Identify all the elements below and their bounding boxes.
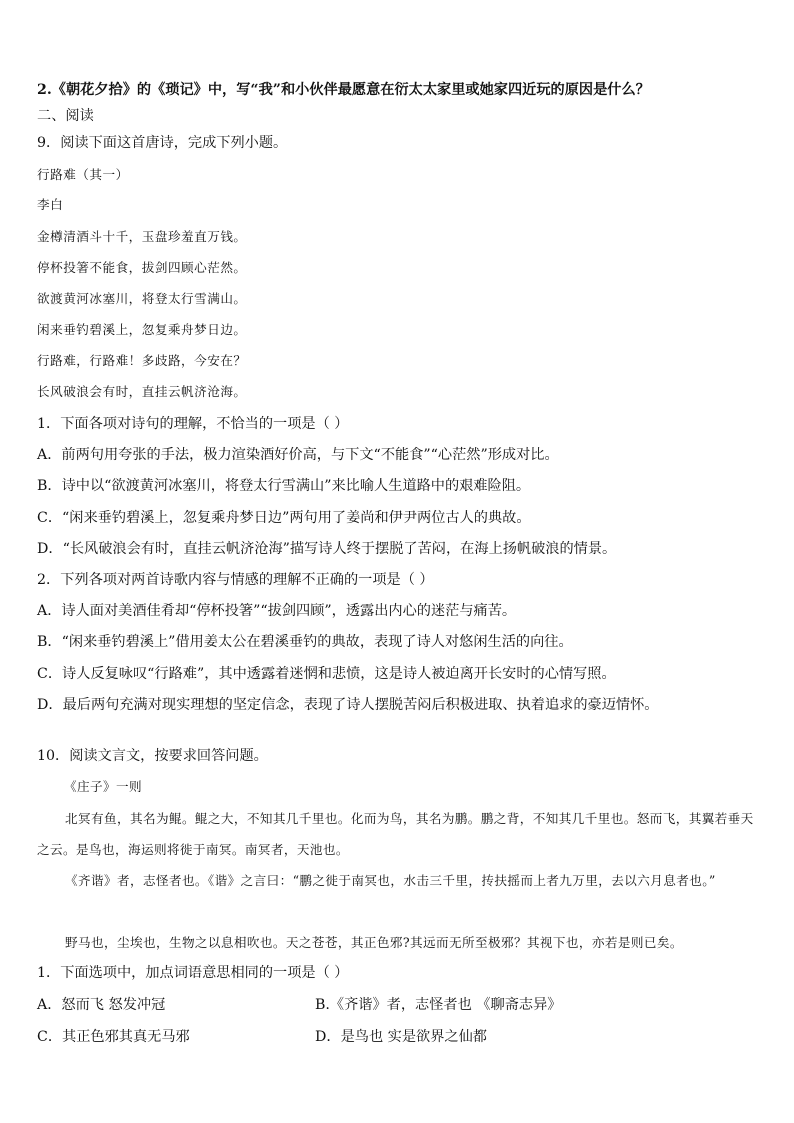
- poem-line: 金樽清酒斗十千，玉盘珍羞直万钱。: [37, 229, 247, 244]
- question-9-1-stem: 1．下面各项对诗句的理解，不恰当的一项是（ ）: [37, 416, 349, 432]
- question-10-prompt: 10．阅读文言文，按要求回答问题。: [37, 748, 268, 764]
- poem-title: 行路难（其一）: [37, 167, 129, 182]
- option-d: D．最后两句充满对现实理想的坚定信念，表现了诗人摆脱苦闷后积极进取、执着追求的豪迈情怀。: [37, 697, 659, 713]
- passage-paragraph-1: 北冥有鱼，其名为鲲。鲲之大，不知其几千里也。化而为鸟，其名为鹏。鹏之背，不知其几千里也。怒而飞，其翼若垂天之云。是鸟也，海运则将徙于南冥。南冥者，天池也。: [37, 811, 754, 857]
- option-b: B.《齐谐》者，志怪者也 《聊斋志异》: [315, 997, 562, 1013]
- passage-paragraph-2: 《齐谐》者，志怪者也。《谐》之言曰：“鹏之徙于南冥也，水击三千里，抟扶摇而上者九万里，去以六月息者也。”: [65, 873, 716, 888]
- question-9-2-stem: 2．下列各项对两首诗歌内容与情感的理解不正确的一项是（ ）: [37, 572, 434, 588]
- option-b: B．诗中以“欲渡黄河冰塞川，将登太行雪满山”来比喻人生道路中的艰难险阻。: [37, 478, 531, 494]
- poem-line: 行路难，行路难！多歧路，今安在？: [37, 353, 247, 368]
- option-b: B．“闲来垂钓碧溪上”借用姜太公在碧溪垂钓的典故，表现了诗人对悠闲生活的向往。: [37, 634, 573, 650]
- poem-line: 闲来垂钓碧溪上，忽复乘舟梦日边。: [37, 322, 247, 337]
- option-d: D．“长风破浪会有时，直挂云帆济沧海”描写诗人终于摆脱了苦闷，在海上扬帆破浪的情景。: [37, 541, 617, 557]
- question-8-part-2: 2.《朝花夕拾》的《琐记》中，写“我”和小伙伴最愿意在衍太太家里或她家四近玩的原因是什么？: [37, 82, 650, 98]
- section-heading: 二、阅读: [37, 108, 94, 124]
- poem-line: 停杯投箸不能食，拔剑四顾心茫然。: [37, 260, 247, 275]
- question-10-1-stem: 1．下面选项中，加点词语意思相同的一项是（ ）: [37, 965, 349, 981]
- poem-line: 长风破浪会有时，直挂云帆济沧海。: [37, 384, 247, 399]
- option-c: C．诗人反复咏叹“行路难”，其中透露着迷惘和悲愤，这是诗人被迫离开长安时的心情写照。: [37, 666, 616, 682]
- option-a: A．前两句用夸张的手法，极力渲染酒好价高，与下文“不能食”“心茫然”形成对比。: [37, 447, 559, 463]
- option-c: C．其正色邪其真无马邪: [37, 1029, 190, 1045]
- option-a: A．怒而飞 怒发冲冠: [37, 997, 166, 1013]
- option-d: D．是鸟也 实是欲界之仙都: [315, 1029, 487, 1045]
- poem-author: 李白: [37, 197, 64, 212]
- option-a: A．诗人面对美酒佳肴却“停杯投箸”“拔剑四顾”，透露出内心的迷茫与痛苦。: [37, 603, 517, 619]
- poem-line: 欲渡黄河冰塞川，将登太行雪满山。: [37, 291, 247, 306]
- passage-source: 《庄子》一则: [64, 779, 142, 794]
- passage-paragraph-3: 野马也，尘埃也，生物之以息相吹也。天之苍苍，其正色邪?其远而无所至极邪？其视下也，亦若是则已矣。: [65, 935, 683, 950]
- option-c: C．“闲来垂钓碧溪上，忽复乘舟梦日边”两句用了姜尚和伊尹两位古人的典故。: [37, 510, 531, 526]
- question-9-prompt: 9．阅读下面这首唐诗，完成下列小题。: [37, 135, 288, 151]
